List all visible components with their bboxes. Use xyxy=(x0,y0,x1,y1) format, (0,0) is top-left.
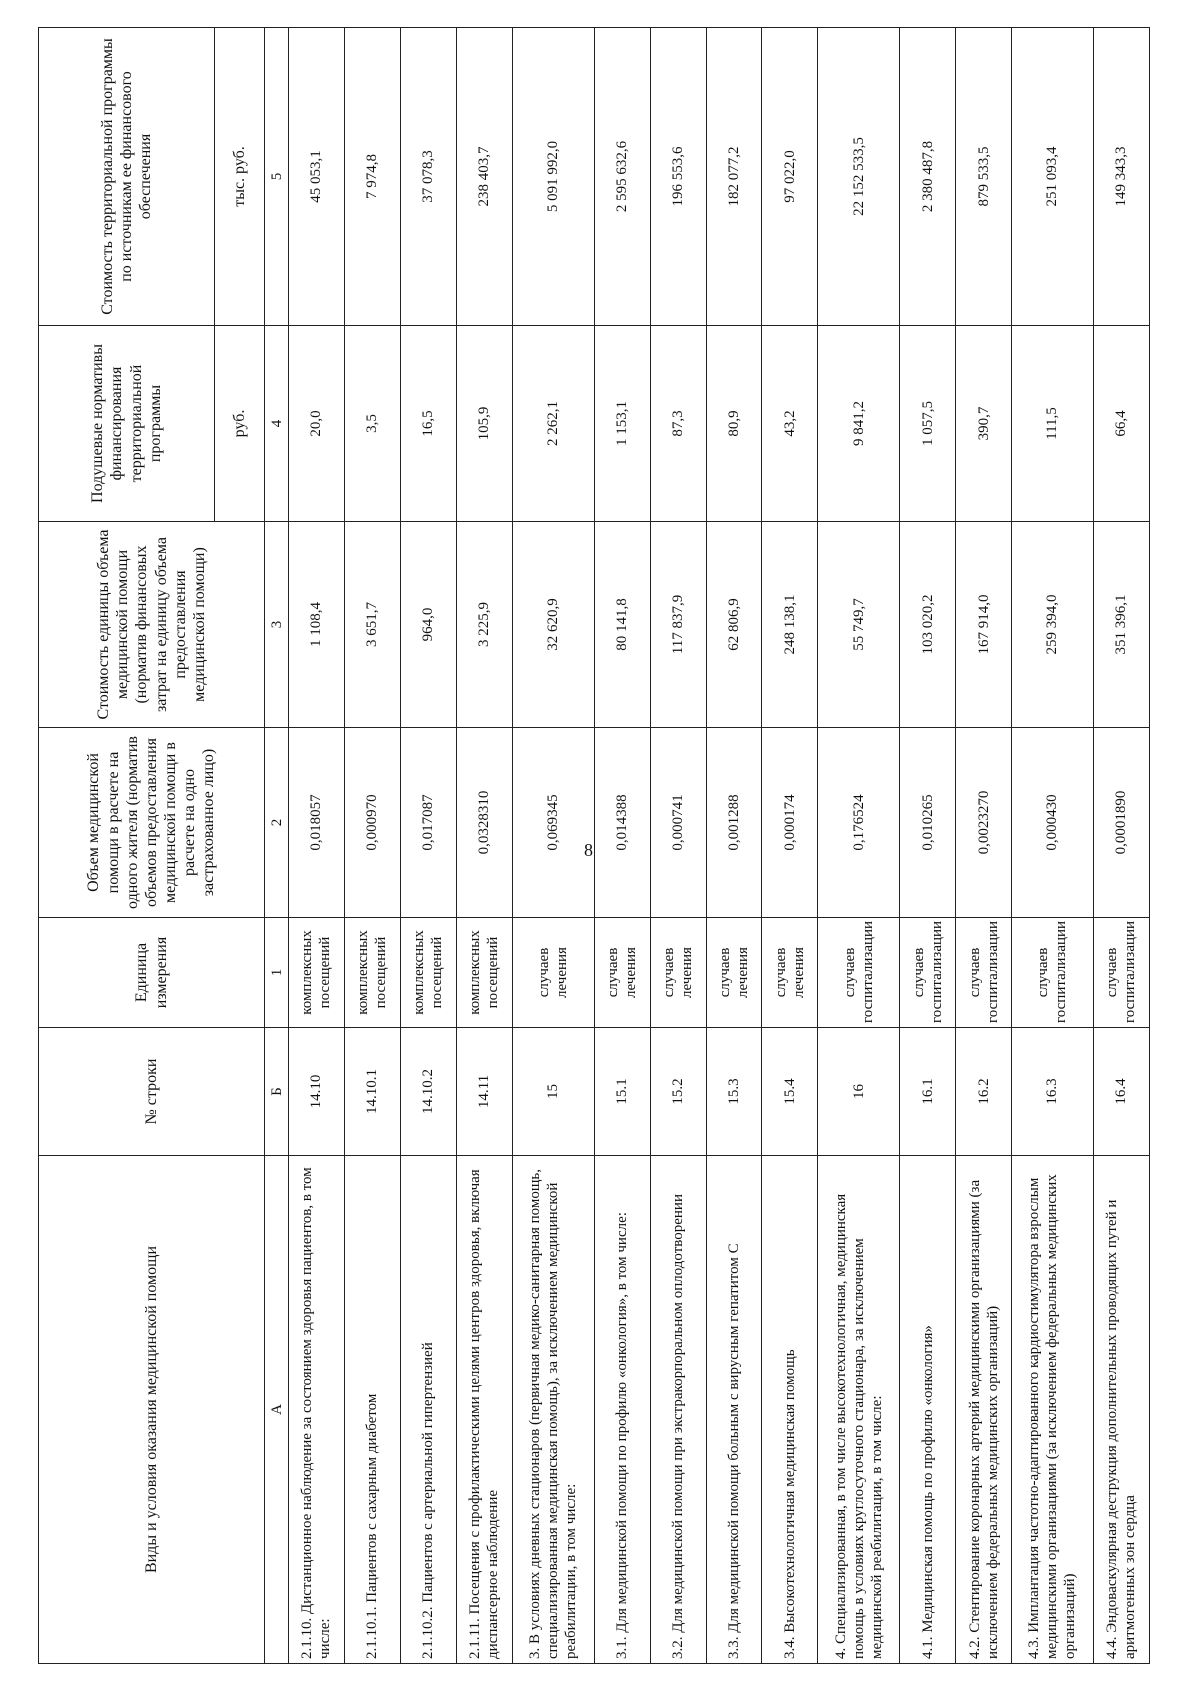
header-col-5: Стоимость территориальной программы по источникам ее финансового обеспечения xyxy=(39,28,215,326)
per-capita-cell: 105,9 xyxy=(456,326,512,522)
unit-cost-cell: 32 620,9 xyxy=(512,522,594,728)
header-col-4: Подушевые нормативы финансирования территориальной программы xyxy=(39,326,215,522)
unit-cell: случаев лечения xyxy=(706,918,762,1028)
per-capita-cell: 3,5 xyxy=(344,326,400,522)
row-name-cell: 4.1. Медицинская помощь по профилю «онкология» xyxy=(900,1156,956,1664)
table-row xyxy=(289,28,345,1664)
table-row xyxy=(1093,28,1149,1664)
unit-cell: случаев лечения xyxy=(762,918,818,1028)
volume-cell: 0,000430 xyxy=(1012,728,1094,918)
per-capita-cell: 111,5 xyxy=(1012,326,1094,522)
medical-care-table xyxy=(38,27,1150,1664)
table-row xyxy=(818,28,900,1664)
header-col-3: Стоимость единицы объема медицинской помощи (норматив финансовых затрат на единицу объема предоставления медицинской помощи) xyxy=(39,522,265,728)
volume-cell: 0,000741 xyxy=(650,728,706,918)
volume-cell: 0,014388 xyxy=(594,728,650,918)
total-cost-cell: 196 553,6 xyxy=(650,28,706,326)
table-row xyxy=(456,28,512,1664)
table-row xyxy=(650,28,706,1664)
per-capita-cell: 20,0 xyxy=(289,326,345,522)
row-number-cell: 15.3 xyxy=(706,1028,762,1156)
row-name-cell: 4.2. Стентирование коронарных артерий медицинскими организациями (за исключением федеральных медицинских организаций) xyxy=(956,1156,1012,1664)
per-capita-cell: 1 057,5 xyxy=(900,326,956,522)
row-name-cell: 2.1.11. Посещения с профилактическими целями центров здоровья, включая диспансерное наблюдение xyxy=(456,1156,512,1664)
row-name-cell: 4. Специализированная, в том числе высокотехнологичная, медицинская помощь в условиях круглосуточного стационара, за исключением медицинской реабилитации, в том числе: xyxy=(818,1156,900,1664)
unit-cell: комплексных посещений xyxy=(456,918,512,1028)
total-cost-cell: 5 091 992,0 xyxy=(512,28,594,326)
header-col-2: Объем медицинской помощи в расчете на одного жителя (норматив объемов предоставления медицинской помощи в расчете на одно застрахованное лицо) xyxy=(39,728,265,918)
unit-cell: комплексных посещений xyxy=(289,918,345,1028)
per-capita-cell: 390,7 xyxy=(956,326,1012,522)
volume-cell: 0,176524 xyxy=(818,728,900,918)
unit-cell: случаев госпитализации xyxy=(1093,918,1149,1028)
unit-cost-cell: 3 225,9 xyxy=(456,522,512,728)
total-cost-cell: 2 595 632,6 xyxy=(594,28,650,326)
row-number-cell: 16.2 xyxy=(956,1028,1012,1156)
total-cost-cell: 7 974,8 xyxy=(344,28,400,326)
total-cost-cell: 182 077,2 xyxy=(706,28,762,326)
total-cost-cell: 37 078,3 xyxy=(400,28,456,326)
unit-cost-cell: 1 108,4 xyxy=(289,522,345,728)
table-body xyxy=(289,28,1150,1664)
header-col-1: Единица измерения xyxy=(39,918,265,1028)
table-row xyxy=(956,28,1012,1664)
row-number-cell: 14.10.2 xyxy=(400,1028,456,1156)
unit-cost-cell: 62 806,9 xyxy=(706,522,762,728)
header-col-b: № строки xyxy=(39,1028,265,1156)
column-number-cell: 1 xyxy=(265,918,289,1028)
per-capita-cell: 9 841,2 xyxy=(818,326,900,522)
per-capita-cell: 87,3 xyxy=(650,326,706,522)
row-number-cell: 16.3 xyxy=(1012,1028,1094,1156)
row-number-cell: 15 xyxy=(512,1028,594,1156)
row-number-cell: 16 xyxy=(818,1028,900,1156)
row-number-cell: 16.1 xyxy=(900,1028,956,1156)
volume-cell: 0,0328310 xyxy=(456,728,512,918)
per-capita-cell: 16,5 xyxy=(400,326,456,522)
per-capita-cell: 80,9 xyxy=(706,326,762,522)
unit-cell: случаев лечения xyxy=(650,918,706,1028)
unit-cost-cell: 259 394,0 xyxy=(1012,522,1094,728)
volume-cell: 0,0023270 xyxy=(956,728,1012,918)
row-number-cell: 14.10 xyxy=(289,1028,345,1156)
volume-cell: 0,069345 xyxy=(512,728,594,918)
row-name-cell: 3.3. Для медицинской помощи больным с вирусным гепатитом С xyxy=(706,1156,762,1664)
row-name-cell: 4.4. Эндоваскулярная деструкция дополнительных проводящих путей и аритмогенных зон сердца xyxy=(1093,1156,1149,1664)
total-cost-cell: 2 380 487,8 xyxy=(900,28,956,326)
header-col-a: Виды и условия оказания медицинской помощи xyxy=(39,1156,265,1664)
unit-cell: случаев госпитализации xyxy=(818,918,900,1028)
column-number-cell: А xyxy=(265,1156,289,1664)
row-name-cell: 3.1. Для медицинской помощи по профилю «онкология», в том числе: xyxy=(594,1156,650,1664)
total-cost-cell: 879 533,5 xyxy=(956,28,1012,326)
volume-cell: 0,000174 xyxy=(762,728,818,918)
row-name-cell: 2.1.10.1. Пациентов с сахарным диабетом xyxy=(344,1156,400,1664)
volume-cell: 0,000970 xyxy=(344,728,400,918)
unit-cost-cell: 248 138,1 xyxy=(762,522,818,728)
table-row xyxy=(1012,28,1094,1664)
total-cost-cell: 251 093,4 xyxy=(1012,28,1094,326)
header-unit-4: руб. xyxy=(215,326,265,522)
row-number-cell: 16.4 xyxy=(1093,1028,1149,1156)
unit-cell: случаев лечения xyxy=(594,918,650,1028)
unit-cost-cell: 117 837,9 xyxy=(650,522,706,728)
volume-cell: 0,017087 xyxy=(400,728,456,918)
row-number-cell: 15.2 xyxy=(650,1028,706,1156)
column-number-cell: 3 xyxy=(265,522,289,728)
table-row xyxy=(706,28,762,1664)
total-cost-cell: 22 152 533,5 xyxy=(818,28,900,326)
unit-cost-cell: 3 651,7 xyxy=(344,522,400,728)
header-unit-5: тыс. руб. xyxy=(215,28,265,326)
row-number-cell: 15.4 xyxy=(762,1028,818,1156)
per-capita-cell: 66,4 xyxy=(1093,326,1149,522)
volume-cell: 0,018057 xyxy=(289,728,345,918)
unit-cost-cell: 55 749,7 xyxy=(818,522,900,728)
table-row xyxy=(762,28,818,1664)
unit-cell: комплексных посещений xyxy=(400,918,456,1028)
row-name-cell: 4.3. Имплантация частотно-адаптированного кардиостимулятора взрослым медицинскими организациями (за исключением федеральных медицинских организаций) xyxy=(1012,1156,1094,1664)
unit-cell: случаев госпитализации xyxy=(900,918,956,1028)
per-capita-cell: 43,2 xyxy=(762,326,818,522)
total-cost-cell: 97 022,0 xyxy=(762,28,818,326)
row-name-cell: 3.4. Высокотехнологичная медицинская помощь xyxy=(762,1156,818,1664)
unit-cost-cell: 103 020,2 xyxy=(900,522,956,728)
table-row xyxy=(594,28,650,1664)
unit-cell: случаев госпитализации xyxy=(956,918,1012,1028)
column-number-cell: 5 xyxy=(265,28,289,326)
column-number-cell: 4 xyxy=(265,326,289,522)
row-number-cell: 14.10.1 xyxy=(344,1028,400,1156)
row-name-cell: 2.1.10. Дистанционное наблюдение за состоянием здоровья пациентов, в том числе: xyxy=(289,1156,345,1664)
unit-cell: случаев госпитализации xyxy=(1012,918,1094,1028)
volume-cell: 0,010265 xyxy=(900,728,956,918)
table-row xyxy=(344,28,400,1664)
unit-cost-cell: 351 396,1 xyxy=(1093,522,1149,728)
row-name-cell: 3. В условиях дневных стационаров (первичная медико-санитарная помощь, специализированная медицинская помощь), за исключением медицинской реабилитации, в том числе: xyxy=(512,1156,594,1664)
unit-cost-cell: 80 141,8 xyxy=(594,522,650,728)
per-capita-cell: 2 262,1 xyxy=(512,326,594,522)
total-cost-cell: 45 053,1 xyxy=(289,28,345,326)
per-capita-cell: 1 153,1 xyxy=(594,326,650,522)
row-number-cell: 14.11 xyxy=(456,1028,512,1156)
rotated-table-wrapper xyxy=(38,28,1150,1664)
unit-cell: комплексных посещений xyxy=(344,918,400,1028)
unit-cost-cell: 167 914,0 xyxy=(956,522,1012,728)
total-cost-cell: 149 343,3 xyxy=(1093,28,1149,326)
table-row xyxy=(400,28,456,1664)
column-number-cell: Б xyxy=(265,1028,289,1156)
volume-cell: 0,0001890 xyxy=(1093,728,1149,918)
page-number: 8 xyxy=(584,840,593,860)
unit-cell: случаев лечения xyxy=(512,918,594,1028)
unit-cost-cell: 964,0 xyxy=(400,522,456,728)
row-number-cell: 15.1 xyxy=(594,1028,650,1156)
column-number-cell: 2 xyxy=(265,728,289,918)
volume-cell: 0,001288 xyxy=(706,728,762,918)
row-name-cell: 3.2. Для медицинской помощи при экстракорпоральном оплодотворении xyxy=(650,1156,706,1664)
total-cost-cell: 238 403,7 xyxy=(456,28,512,326)
table-row xyxy=(900,28,956,1664)
row-name-cell: 2.1.10.2. Пациентов с артериальной гипертензией xyxy=(400,1156,456,1664)
column-numbering-row xyxy=(265,28,289,1664)
table-row xyxy=(512,28,594,1664)
